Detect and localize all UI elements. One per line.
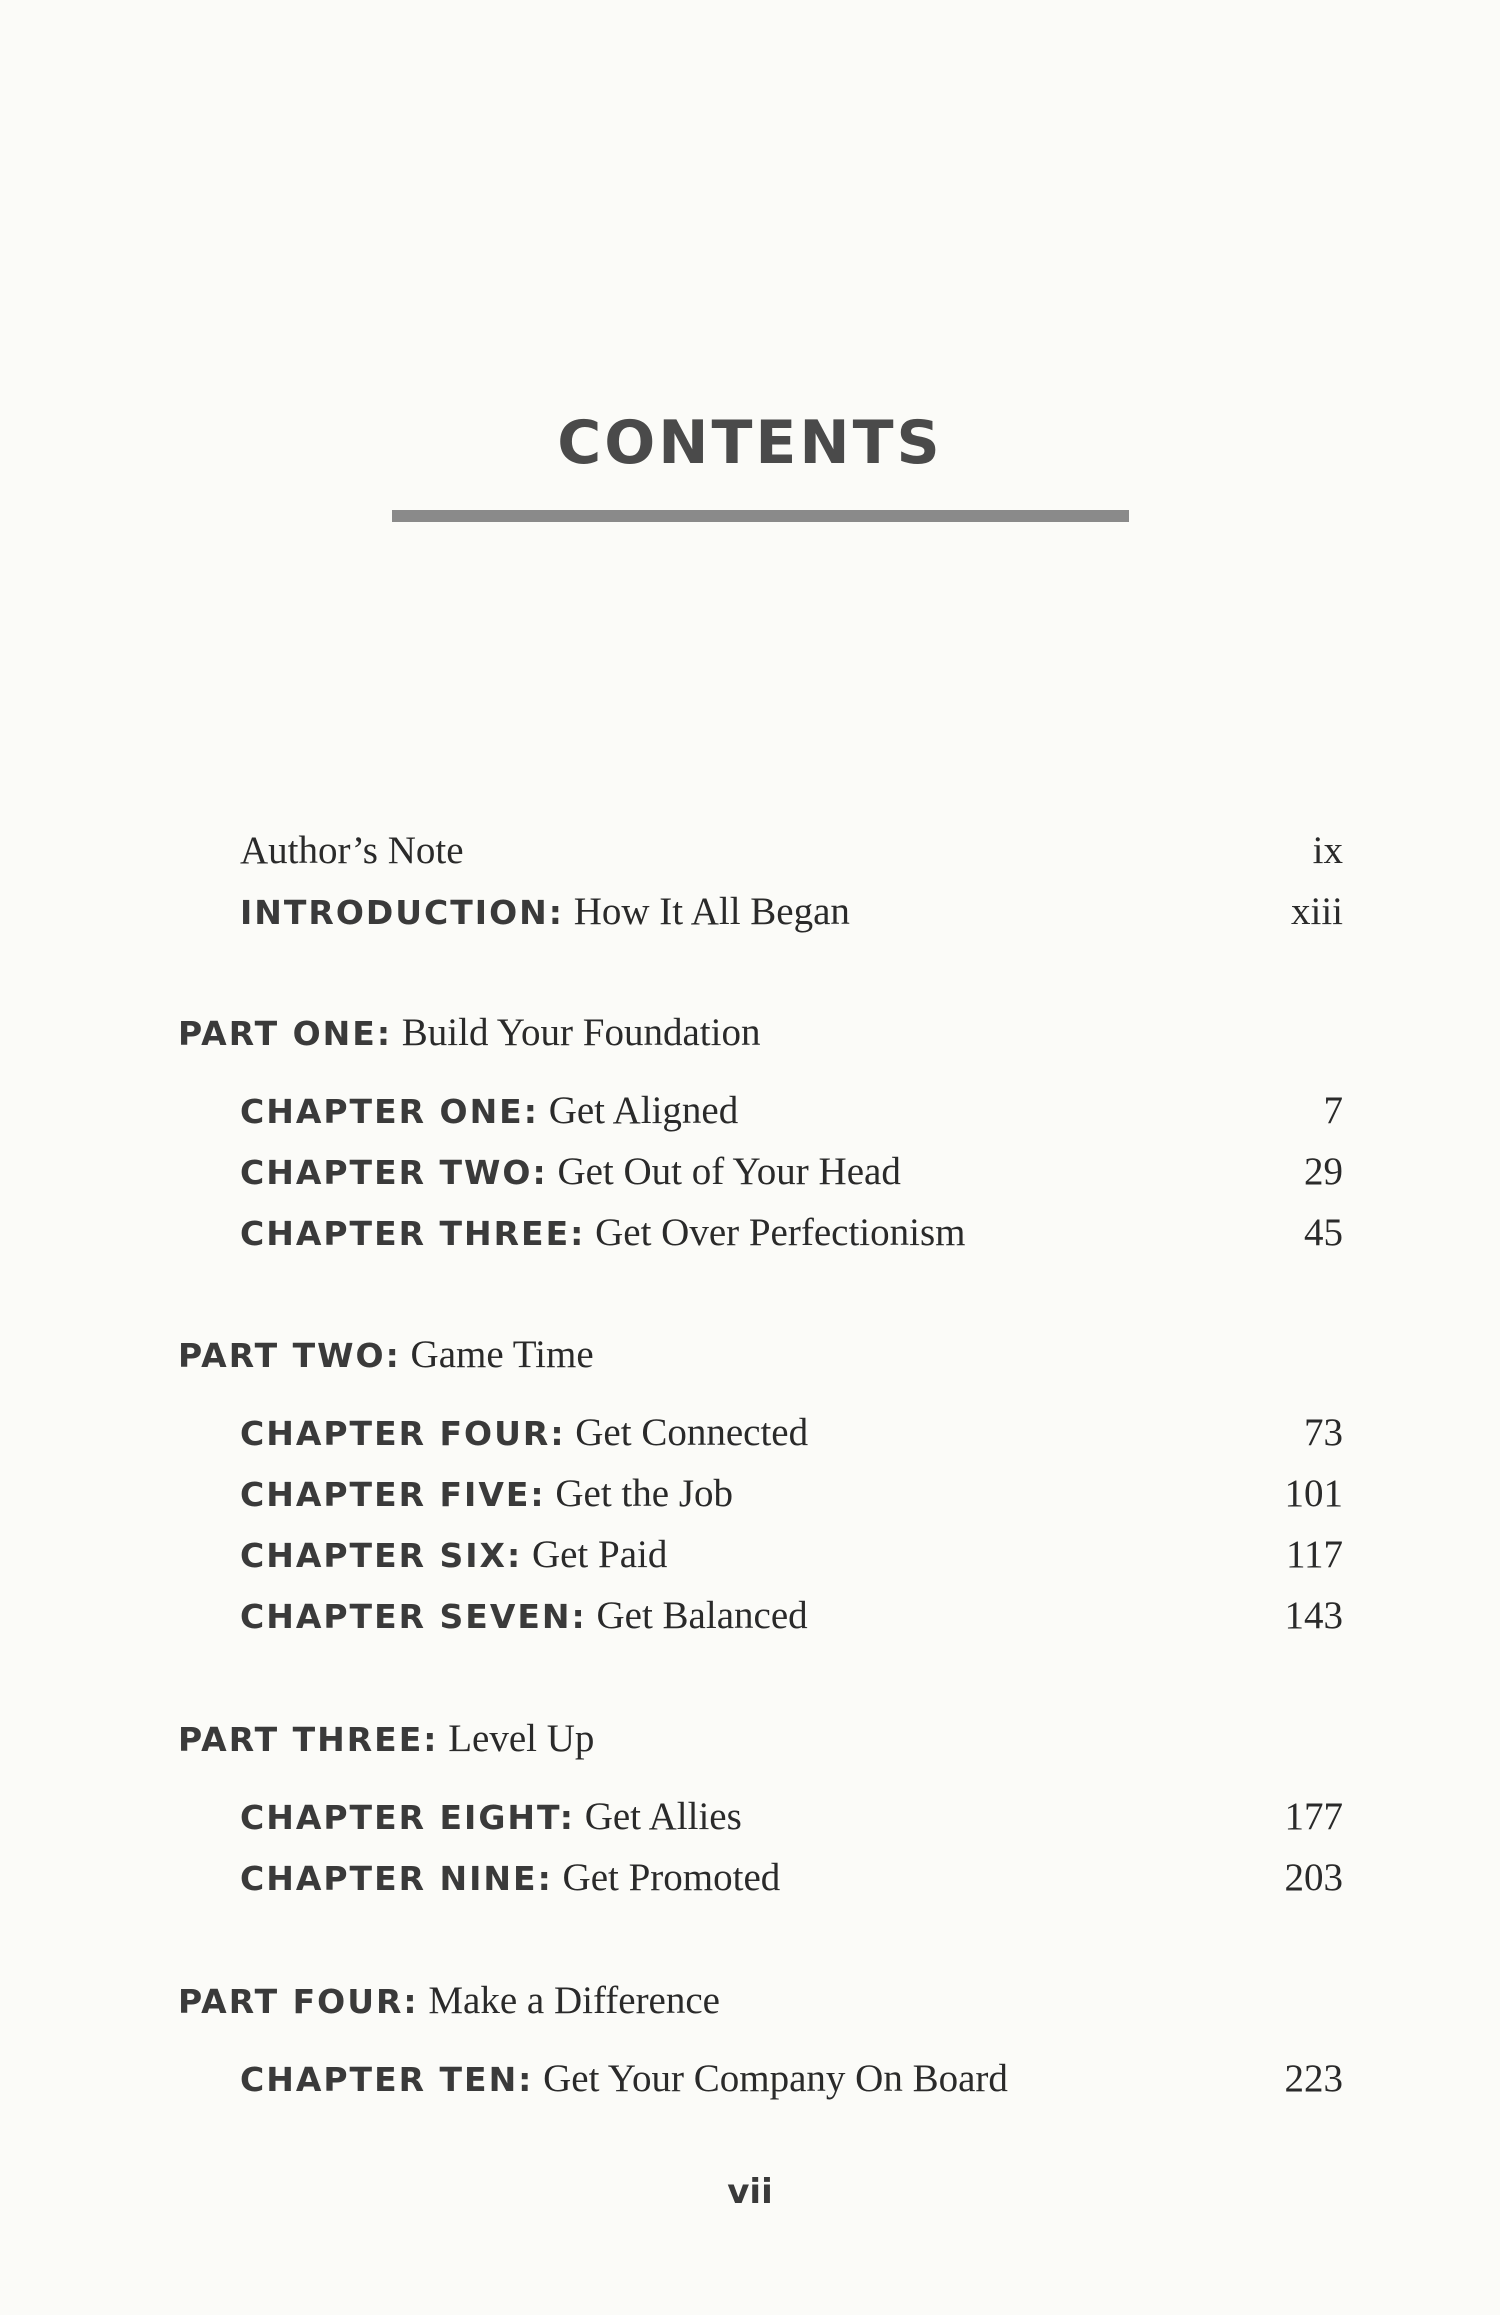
chapter-text: Get Balanced [596, 1594, 808, 1637]
chapter-text: Get Over Perfectionism [595, 1211, 966, 1254]
toc-chapter-five [0, 1471, 1500, 1531]
toc-part-one [0, 1010, 1500, 1070]
entry-label: INTRODUCTION: [240, 893, 564, 932]
chapter-page: 73 [1304, 1411, 1343, 1454]
part-text: Level Up [448, 1717, 595, 1760]
toc-chapter-one [0, 1088, 1500, 1148]
chapter-label: CHAPTER TEN: [240, 2060, 534, 2099]
chapter-page: 7 [1323, 1089, 1343, 1132]
chapter-label: CHAPTER FOUR: [240, 1414, 566, 1453]
chapter-page: 177 [1284, 1795, 1343, 1838]
chapter-label: CHAPTER THREE: [240, 1214, 586, 1253]
chapter-label: CHAPTER ONE: [240, 1092, 539, 1131]
part-text: Make a Difference [428, 1979, 720, 2022]
chapter-label: CHAPTER NINE: [240, 1859, 553, 1898]
title-rule [392, 510, 1129, 522]
toc-chapter-ten [0, 2056, 1500, 2116]
toc-chapter-two [0, 1149, 1500, 1209]
chapter-page: 203 [1284, 1856, 1343, 1899]
toc-chapter-eight [0, 1794, 1500, 1854]
toc-part-two [0, 1332, 1500, 1392]
chapter-page: 223 [1284, 2057, 1343, 2100]
chapter-label: CHAPTER SIX: [240, 1536, 523, 1575]
chapter-text: Get Allies [584, 1795, 742, 1838]
chapter-label: CHAPTER FIVE: [240, 1475, 546, 1514]
page-title: CONTENTS [557, 408, 943, 478]
part-label: PART TWO: [178, 1336, 401, 1375]
entry-text: How It All Began [573, 890, 850, 933]
part-text: Build Your Foundation [401, 1011, 761, 1054]
chapter-text: Get Paid [531, 1533, 668, 1576]
chapter-text: Get Connected [575, 1411, 809, 1454]
toc-part-four [0, 1978, 1500, 2038]
entry-text: Author’s Note [240, 829, 464, 872]
toc-chapter-seven [0, 1593, 1500, 1653]
chapter-text: Get Your Company On Board [543, 2057, 1008, 2100]
chapter-text: Get Promoted [562, 1856, 781, 1899]
part-text: Game Time [410, 1333, 594, 1376]
toc-entry-introduction [0, 889, 1500, 949]
chapter-text: Get Out of Your Head [557, 1150, 901, 1193]
chapter-label: CHAPTER EIGHT: [240, 1798, 575, 1837]
entry-page: ix [1312, 829, 1343, 872]
chapter-text: Get the Job [555, 1472, 734, 1515]
chapter-page: 101 [1284, 1472, 1343, 1515]
toc-chapter-three [0, 1210, 1500, 1270]
part-label: PART THREE: [178, 1720, 439, 1759]
chapter-page: 143 [1284, 1594, 1343, 1637]
chapter-label: CHAPTER TWO: [240, 1153, 548, 1192]
entry-page: xiii [1290, 890, 1343, 933]
toc-chapter-four [0, 1410, 1500, 1470]
chapter-page: 45 [1304, 1211, 1343, 1254]
chapter-page: 117 [1285, 1533, 1343, 1576]
toc-entry-authors-note [0, 828, 1500, 888]
part-label: PART FOUR: [178, 1982, 419, 2021]
chapter-text: Get Aligned [548, 1089, 739, 1132]
chapter-label: CHAPTER SEVEN: [240, 1597, 587, 1636]
chapter-page: 29 [1304, 1150, 1343, 1193]
toc-part-three [0, 1716, 1500, 1776]
toc-chapter-nine [0, 1855, 1500, 1915]
page-number: vii [727, 2172, 773, 2212]
part-label: PART ONE: [178, 1014, 393, 1053]
toc-chapter-six [0, 1532, 1500, 1592]
